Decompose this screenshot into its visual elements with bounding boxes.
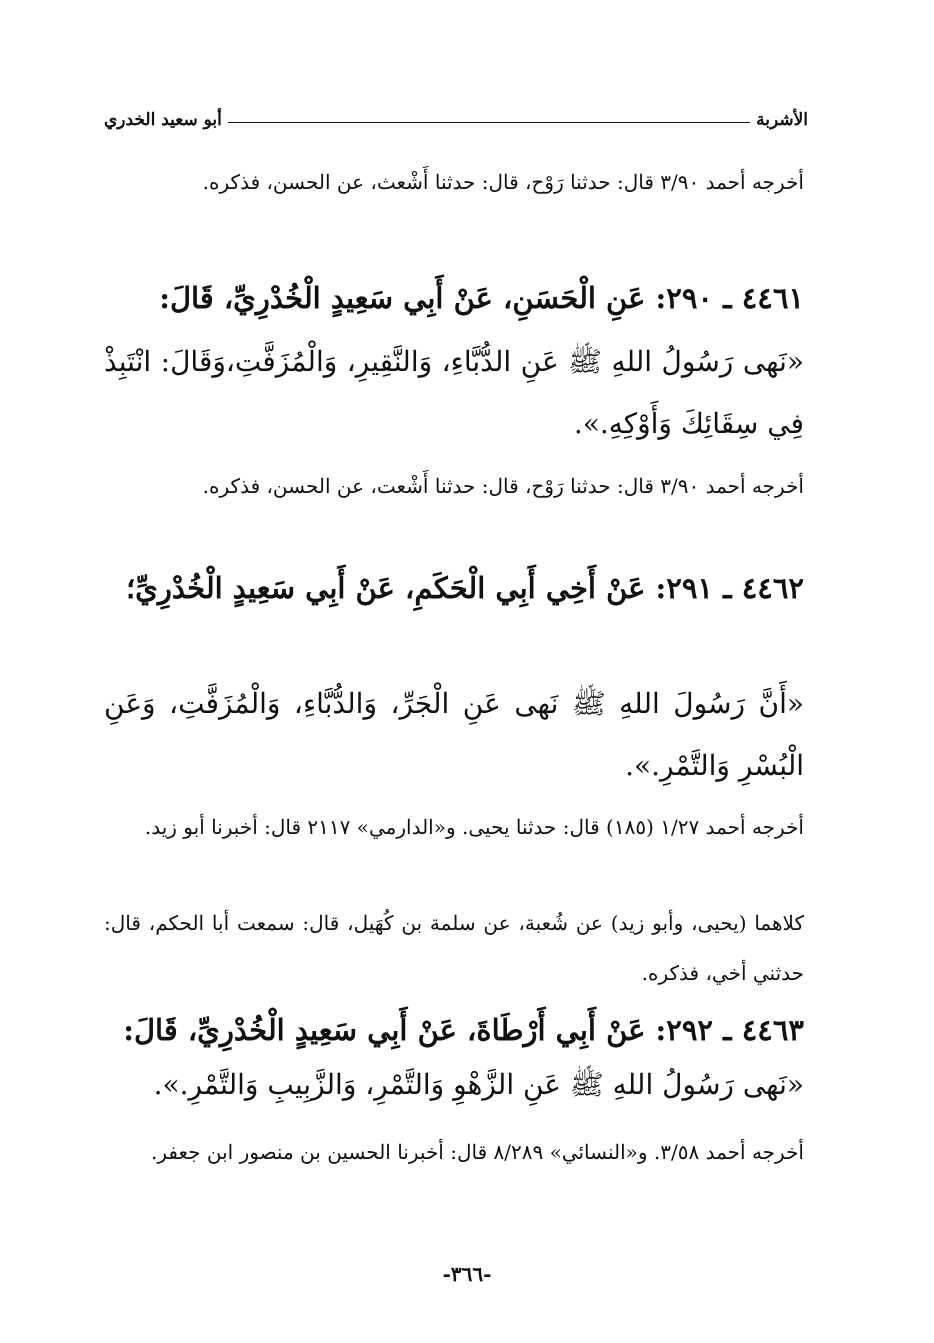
hadith-4463-chain: ٤٤٦٣ ـ ٢٩٢: عَنْ أَبِي أَرْطَاةَ، عَنْ أَبِي سَعِيدٍ الْخُدْرِيِّ، قَالَ: bbox=[123, 1013, 804, 1047]
page-number: -٣٦٦- bbox=[442, 1262, 492, 1286]
hadith-4462-chain: ٤٤٦٢ ـ ٢٩١: عَنْ أَخِي أَبِي الْحَكَمِ، عَنْ أَبِي سَعِيدٍ الْخُدْرِيِّ؛ bbox=[125, 571, 804, 605]
source-note-4: كلاهما (يحيى، وأبو زيد) عن شُعبة، عن سلمة بن كُهَيل، قال: سمعت أبا الحكم، قال: حدثني أخي، فذكره. bbox=[104, 911, 804, 985]
source-note-5: أخرجه أحمد ٣/٥٨. و«النسائي» ٨/٢٨٩ قال: أخبرنا الحسين بن منصور ابن جعفر. bbox=[151, 1140, 804, 1164]
hadith-4463-text: «نَهى رَسُولُ اللهِ ﷺ عَنِ الزَّهْوِ وَالتَّمْرِ، وَالزَّبِيبِ وَالتَّمْرِ.». bbox=[153, 1068, 804, 1101]
hadith-4462-text: «أَنَّ رَسُولَ اللهِ ﷺ نَهى عَنِ الْجَرِّ، وَالدُّبَّاءِ، وَالْمُزَفَّتِ، وَعَنِ الْبُسْرِ وَالتَّمْرِ.». bbox=[104, 687, 804, 782]
source-note-3: أخرجه أحمد ١/٢٧ (١٨٥) قال: حدثنا يحيى. و«الدارمي» ٢١١٧ قال: أخبرنا أبو زيد. bbox=[144, 815, 804, 839]
source-note-2: أخرجه أحمد ٣/٩٠ قال: حدثنا رَوْح، قال: حدثنا أَشْعت، عن الحسن، فذكره. bbox=[202, 474, 804, 498]
hadith-4461-text: «نَهى رَسُولُ اللهِ ﷺ عَنِ الدُّبَّاءِ، وَالنَّقِيرِ، وَالْمُزَفَّتِ،وَقَالَ: انْتَبِذْ فِي سِقَائِكَ وَأَوْكِهِ.». bbox=[104, 345, 804, 440]
section-title: أبو سعيد الخدري bbox=[104, 110, 222, 130]
header-rule bbox=[228, 122, 750, 123]
source-note-1: أخرجه أحمد ٣/٩٠ قال: حدثنا رَوْح، قال: حدثنا أَشْعث، عن الحسن، فذكره. bbox=[202, 170, 804, 194]
hadith-4461-chain: ٤٤٦١ ـ ٢٩٠: عَنِ الْحَسَنِ، عَنْ أَبِي سَعِيدٍ الْخُدْرِيِّ، قَالَ: bbox=[159, 281, 804, 315]
chapter-title: الأشربة bbox=[756, 110, 808, 130]
running-header bbox=[104, 100, 808, 130]
